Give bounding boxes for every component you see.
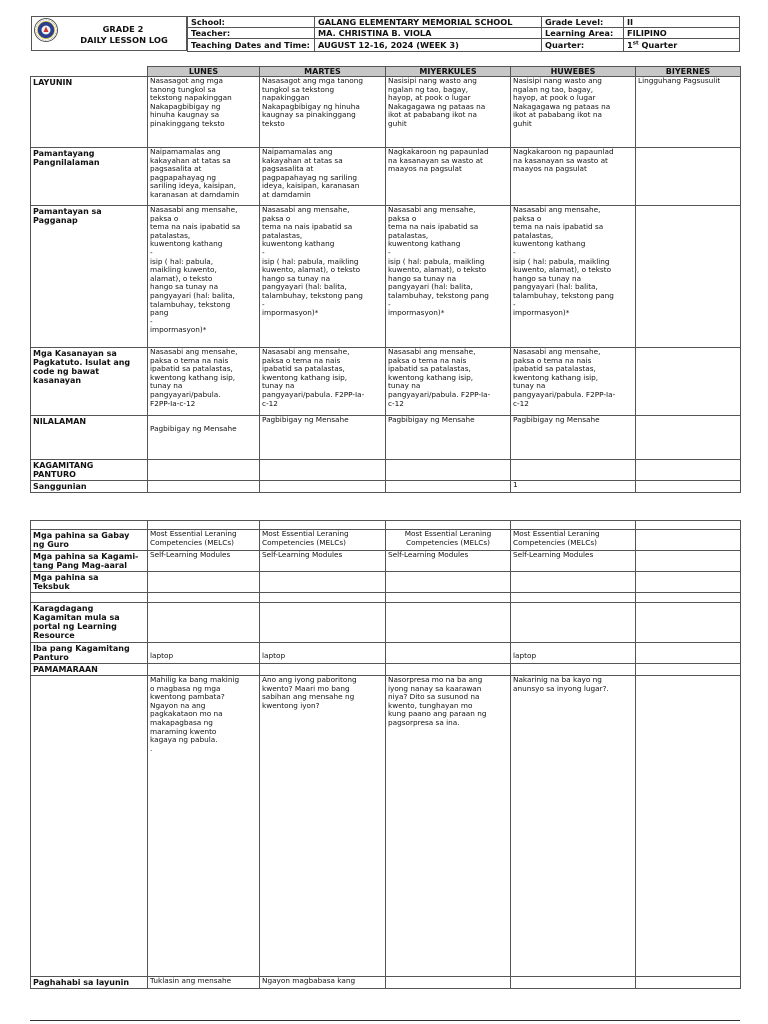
lesson-log-table-2 (30, 520, 741, 989)
cell-huwebes: Pagbibigay ng Mensahe (511, 416, 636, 460)
row-label (31, 676, 148, 977)
cell-miyerkules (386, 977, 511, 989)
cell-huwebes: laptop (511, 643, 636, 664)
row-label: KAGAMITANG PANTURO (31, 460, 148, 481)
header-info-table (187, 16, 740, 52)
cell-lunes: laptop (148, 643, 260, 664)
cell-biyernes (636, 643, 741, 664)
quarter-value (624, 39, 740, 52)
cell-miyerkules: Self-Learning Modules (386, 551, 511, 572)
cell-biyernes (636, 460, 741, 481)
lesson-log-row (31, 676, 741, 977)
cell-biyernes (636, 593, 741, 603)
lesson-log-row (31, 603, 741, 643)
lesson-log-row (31, 348, 741, 416)
cell-biyernes (636, 572, 741, 593)
cell-biyernes (636, 977, 741, 989)
cell-miyerkules (386, 593, 511, 603)
cell-lunes: Nasasagot ang mga tanong tungkol sa tekstong napakinggan Nakapagbibigay ng hinuha kaugnay sa pinakinggang teksto (148, 77, 260, 148)
cell-lunes (148, 603, 260, 643)
row-label: Mga Kasanayan sa Pagkatuto. Isulat ang code ng bawat kasanayan (31, 348, 148, 416)
cell-lunes (148, 521, 260, 530)
row-label: Pamantayang Pangnilalaman (31, 148, 148, 206)
learning-area-value: FILIPINO (624, 28, 740, 39)
cell-miyerkules: Nasasabi ang mensahe, paksa o tema na nais ipabatid sa patalastas, kwentong kathang isip, tunay na pangyayari/pabula. F2PP-Ia- c-12 (386, 348, 511, 416)
row-label: Sanggunian (31, 481, 148, 493)
cell-martes: Most Essential Leraning Competencies (MELCs) (260, 530, 386, 551)
row-label: PAMAMARAAN (31, 664, 148, 676)
grade-level-label: Grade Level: (542, 17, 624, 28)
cell-martes (260, 481, 386, 493)
cell-martes (260, 664, 386, 676)
cell-miyerkules: Nasisipi nang wasto ang ngalan ng tao, bagay, hayop, at pook o lugar Nakagagawa ng pataas na ikot at pababang ikot na guhit (386, 77, 511, 148)
cell-huwebes (511, 603, 636, 643)
cell-martes: Naipamamalas ang kakayahan at tatas sa pagsasalita at pagpapahayag ng sariling ideya, kaisipan, karanasan at damdamin (260, 148, 386, 206)
teacher-label: Teacher: (188, 28, 315, 39)
cell-martes (260, 460, 386, 481)
cell-miyerkules (386, 664, 511, 676)
cell-biyernes (636, 521, 741, 530)
cell-lunes: Self-Learning Modules (148, 551, 260, 572)
cell-martes: Self-Learning Modules (260, 551, 386, 572)
lesson-log-row (31, 416, 741, 460)
lesson-log-row (31, 643, 741, 664)
cell-huwebes (511, 977, 636, 989)
cell-miyerkules: Nasorpresa mo na ba ang iyong nanay sa kaarawan niya? Dito sa susunod na kwento, tunghayan mo kung paano ang paraan ng pagsorpresa sa ina. (386, 676, 511, 977)
lesson-log-row (31, 460, 741, 481)
cell-biyernes (636, 551, 741, 572)
cell-huwebes: Nakarinig na ba kayo ng anunsyo sa inyong lugar?. (511, 676, 636, 977)
cell-huwebes: Self-Learning Modules (511, 551, 636, 572)
day-header-miyerkules: MIYERKULES (386, 67, 511, 77)
lesson-log-row (31, 206, 741, 348)
row-label: Pamantayan sa Pagganap (31, 206, 148, 348)
cell-lunes: Mahilig ka bang makinig o magbasa ng mga kwentong pambata? Ngayon na ang pagkakataon mo na makapagbasa ng maraming kwento kagaya ng pabula. . (148, 676, 260, 977)
quarter-num: 1 (627, 40, 633, 50)
cell-lunes (148, 664, 260, 676)
lesson-log-table-1 (30, 66, 741, 493)
cell-biyernes (636, 148, 741, 206)
cell-huwebes (511, 664, 636, 676)
cell-miyerkules (386, 603, 511, 643)
lesson-log-row (31, 481, 741, 493)
page-bottom-rule (30, 1020, 740, 1021)
cell-martes (260, 521, 386, 530)
lesson-log-row (31, 977, 741, 989)
cell-martes: laptop (260, 643, 386, 664)
cell-lunes: Most Essential Leraning Competencies (MELCs) (148, 530, 260, 551)
cell-lunes (148, 572, 260, 593)
day-header-biyernes: BIYERNES (636, 67, 741, 77)
lesson-log-row (31, 77, 741, 148)
cell-huwebes: Nagkakaroon ng papaunlad na kasanayan sa wasto at maayos na pagsulat (511, 148, 636, 206)
teacher-value: MA. CHRISTINA B. VIOLA (315, 28, 542, 39)
cell-miyerkules: Most Essential Leraning Competencies (MELCs) (386, 530, 511, 551)
cell-biyernes (636, 530, 741, 551)
dates-label: Teaching Dates and Time: (188, 39, 315, 52)
deped-seal-logo (34, 18, 58, 42)
cell-biyernes (636, 206, 741, 348)
cell-huwebes (511, 593, 636, 603)
cell-biyernes (636, 603, 741, 643)
cell-martes (260, 572, 386, 593)
cell-lunes: Naipamamalas ang kakayahan at tatas sa pagsasalita at pagpapahayag ng sariling ideya, kaisipan, karanasan at damdamin (148, 148, 260, 206)
row-label: Mga pahina sa Teksbuk (31, 572, 148, 593)
lesson-log-row (31, 521, 741, 530)
cell-martes (260, 593, 386, 603)
lesson-log-row (31, 148, 741, 206)
cell-biyernes (636, 676, 741, 977)
learning-area-label: Learning Area: (542, 28, 624, 39)
cell-biyernes: Lingguhang Pagsusulit (636, 77, 741, 148)
lesson-log-row (31, 572, 741, 593)
school-label: School: (188, 17, 315, 28)
cell-miyerkules (386, 643, 511, 664)
cell-biyernes (636, 348, 741, 416)
cell-biyernes (636, 481, 741, 493)
cell-lunes: Nasasabi ang mensahe, paksa o tema na nais ipabatid sa patalastas, kuwentong kathang - isip ( hal: pabula, maikling kuwento, alamat), o teksto hango sa tunay na pangyayari (hal: balita, talambuhay, tekstong pang - impormasyon)* (148, 206, 260, 348)
day-header-huwebes: HUWEBES (511, 67, 636, 77)
cell-martes: Ano ang iyong paboritong kwento? Maari mo bang sabihan ang mensahe ng kwentong iyon? (260, 676, 386, 977)
cell-martes: Ngayon magbabasa kang (260, 977, 386, 989)
cell-huwebes: Nasisipi nang wasto ang ngalan ng tao, bagay, hayop, at pook o lugar Nakagagawa ng pataas na ikot at pababang ikot na guhit (511, 77, 636, 148)
row-label: Mga pahina sa Gabay ng Guro (31, 530, 148, 551)
cell-huwebes: 1 (511, 481, 636, 493)
quarter-label: Quarter: (542, 39, 624, 52)
corner-cell (31, 67, 148, 77)
cell-miyerkules: Nasasabi ang mensahe, paksa o tema na nais ipabatid sa patalastas, kuwentong kathang - isip ( hal: pabula, maikling kuwento, alamat), o teksto hango sa tunay na pangyayari (hal: balita, talambuhay, tekstong pang - impormasyon)* (386, 206, 511, 348)
cell-miyerkules (386, 460, 511, 481)
day-header-lunes: LUNES (148, 67, 260, 77)
cell-huwebes (511, 572, 636, 593)
quarter-word: Quarter (638, 40, 678, 50)
cell-martes: Nasasabi ang mensahe, paksa o tema na nais ipabatid sa patalastas, kuwentong kathang - isip ( hal: pabula, maikling kuwento, alamat), o teksto hango sa tunay na pangyayari (hal: balita, talambuhay, tekstong pang - impormasyon)* (260, 206, 386, 348)
day-header-martes: MARTES (260, 67, 386, 77)
cell-lunes: Tuklasin ang mensahe (148, 977, 260, 989)
cell-huwebes: Most Essential Leraning Competencies (MELCs) (511, 530, 636, 551)
cell-biyernes (636, 416, 741, 460)
cell-martes: Nasasagot ang mga tanong tungkol sa tekstong napakinggan Nakapagbibigay ng hinuha kaugnay sa pinakinggang teksto (260, 77, 386, 148)
cell-lunes (148, 593, 260, 603)
cell-huwebes: Nasasabi ang mensahe, paksa o tema na nais ipabatid sa patalastas, kuwentong kathang - isip ( hal: pabula, maikling kuwento, alamat), o teksto hango sa tunay na pangyayari (hal: balita, talambuhay, tekstong pang - impormasyon)* (511, 206, 636, 348)
lesson-log-row (31, 664, 741, 676)
cell-miyerkules (386, 521, 511, 530)
cell-huwebes (511, 521, 636, 530)
cell-huwebes (511, 460, 636, 481)
lesson-log-row (31, 530, 741, 551)
log-title: DAILY LESSON LOG (80, 35, 168, 45)
row-label: Paghahabi sa layunin (31, 977, 148, 989)
quarter-sup: st (632, 40, 639, 47)
cell-martes (260, 603, 386, 643)
row-label: LAYUNIN (31, 77, 148, 148)
cell-biyernes (636, 664, 741, 676)
lesson-log-row (31, 551, 741, 572)
cell-miyerkules: Pagbibigay ng Mensahe (386, 416, 511, 460)
school-value: GALANG ELEMENTARY MEMORIAL SCHOOL (315, 17, 542, 28)
cell-lunes (148, 481, 260, 493)
cell-lunes: Pagbibigay ng Mensahe (148, 416, 260, 460)
row-label (31, 593, 148, 603)
row-label: Iba pang Kagamitang Panturo (31, 643, 148, 664)
cell-lunes: Nasasabi ang mensahe, paksa o tema na nais ipabatid sa patalastas, kwentong kathang isip, tunay na pangyayari/pabula. F2PP-Ia-c-12 (148, 348, 260, 416)
cell-martes: Pagbibigay ng Mensahe (260, 416, 386, 460)
grade-title: GRADE 2 (102, 24, 144, 34)
cell-miyerkules (386, 481, 511, 493)
cell-lunes (148, 460, 260, 481)
grade-level-value: II (624, 17, 740, 28)
cell-miyerkules: Nagkakaroon ng papaunlad na kasanayan sa wasto at maayos na pagsulat (386, 148, 511, 206)
cell-huwebes: Nasasabi ang mensahe, paksa o tema na nais ipabatid sa patalastas, kwentong kathang isip, tunay na pangyayari/pabula. F2PP-Ia- c-12 (511, 348, 636, 416)
cell-martes: Nasasabi ang mensahe, paksa o tema na nais ipabatid sa patalastas, kwentong kathang isip, tunay na pangyayari/pabula. F2PP-Ia- c-12 (260, 348, 386, 416)
cell-miyerkules (386, 572, 511, 593)
row-label: Karagdagang Kagamitan mula sa portal ng Learning Resource (31, 603, 148, 643)
row-label: NILALAMAN (31, 416, 148, 460)
lesson-log-row (31, 593, 741, 603)
row-label (31, 521, 148, 530)
row-label: Mga pahina sa Kagami- tang Pang Mag-aaral (31, 551, 148, 572)
dates-value: AUGUST 12-16, 2024 (WEEK 3) (315, 39, 542, 52)
